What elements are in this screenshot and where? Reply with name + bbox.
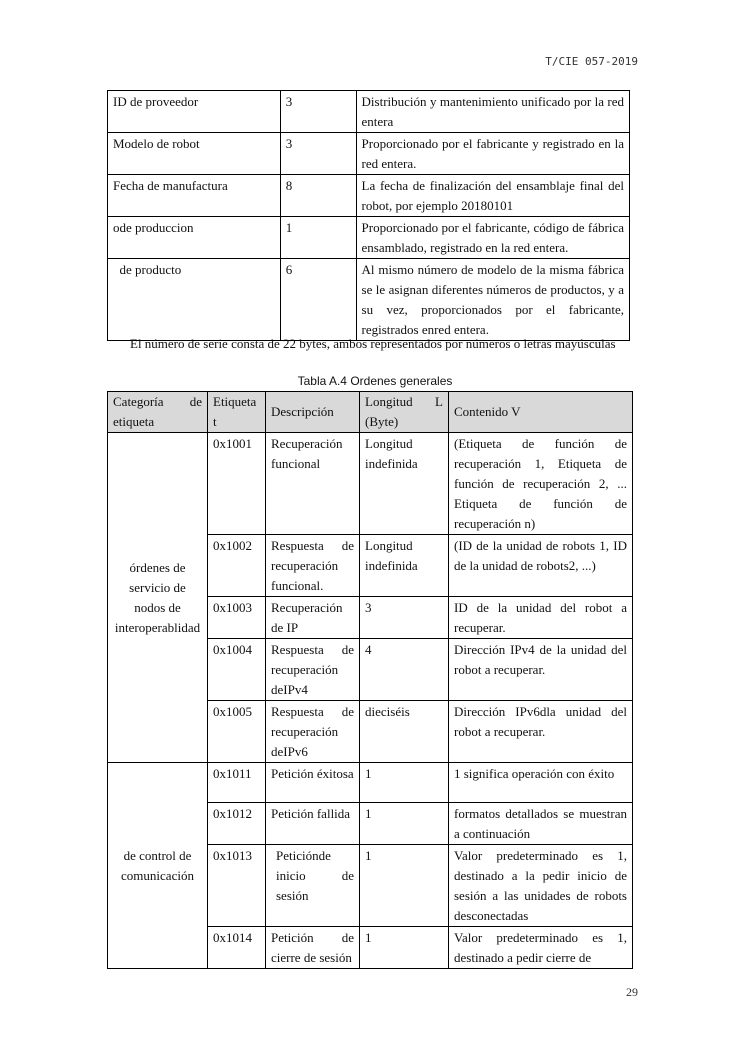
column-header-description: Descripción <box>266 392 360 433</box>
length-cell: Longitud indefinida <box>360 535 449 597</box>
description-cell: Recuperación funcional <box>266 433 360 535</box>
description-cell: Proporcionado por el fabricante, código de fábrica ensamblado, registrado en la red entera. <box>356 217 629 259</box>
content-cell: Dirección IPv4 de la unidad del robot a recuperar. <box>449 639 633 701</box>
length-cell: 3 <box>280 133 356 175</box>
column-header-category: Categoría de etiqueta <box>108 392 208 433</box>
tag-cell: 0x1004 <box>208 639 266 701</box>
column-header-length: Longitud L (Byte) <box>360 392 449 433</box>
description-cell: La fecha de finalización del ensamblaje final del robot, por ejemplo 20180101 <box>356 175 629 217</box>
length-cell: 4 <box>360 639 449 701</box>
column-header-content: Contenido V <box>449 392 633 433</box>
length-cell: 1 <box>360 763 449 803</box>
length-cell: 8 <box>280 175 356 217</box>
table-row <box>108 433 633 535</box>
length-cell: 1 <box>360 927 449 969</box>
serial-number-table <box>107 90 630 341</box>
description-cell: Petición de cierre de sesión <box>266 927 360 969</box>
tag-cell: 0x1001 <box>208 433 266 535</box>
table-row <box>108 217 630 259</box>
content-cell: Dirección IPv6dla unidad del robot a recuperar. <box>449 701 633 763</box>
table-row <box>108 175 630 217</box>
tag-cell: 0x1002 <box>208 535 266 597</box>
length-cell: 6 <box>280 259 356 341</box>
content-cell: (ID de la unidad de robots 1, ID de la unidad de robots2, ...) <box>449 535 633 597</box>
tag-cell: 0x1005 <box>208 701 266 763</box>
general-orders-table <box>107 391 633 969</box>
document-code: T/CIE 057-2019 <box>545 55 638 68</box>
description-cell: Petición éxitosa <box>266 763 360 803</box>
description-cell: Respuesta de recuperación deIPv6 <box>266 701 360 763</box>
page-number: 29 <box>626 985 638 999</box>
length-cell: 1 <box>280 217 356 259</box>
serial-number-note: El número de serie consta de 22 bytes, ambos representados por números o letras mayúsculas <box>130 336 616 351</box>
description-cell: Peticiónde inicio de sesión <box>266 845 360 927</box>
content-cell: (Etiqueta de función de recuperación 1, Etiqueta de función de recuperación 2, ... Etiqueta de función de recuperación n) <box>449 433 633 535</box>
length-cell: 1 <box>360 803 449 845</box>
table-row <box>108 763 633 803</box>
description-cell: Respuesta de recuperación deIPv4 <box>266 639 360 701</box>
description-cell: Respuesta de recuperación funcional. <box>266 535 360 597</box>
content-cell: formatos detallados se muestran a continuación <box>449 803 633 845</box>
description-cell: Proporcionado por el fabricante y registrado en la red entera. <box>356 133 629 175</box>
table-header-row <box>108 392 633 433</box>
table-row <box>108 259 630 341</box>
category-cell: de control de comunicación <box>108 763 208 969</box>
description-cell: Recuperación de IP <box>266 597 360 639</box>
field-name-cell: ID de proveedor <box>108 91 281 133</box>
table-row <box>108 133 630 175</box>
length-cell: 3 <box>280 91 356 133</box>
tag-cell: 0x1013 <box>208 845 266 927</box>
description-cell: Petición fallida <box>266 803 360 845</box>
column-header-tag: Etiqueta t <box>208 392 266 433</box>
length-cell: Longitud indefinida <box>360 433 449 535</box>
field-name-cell: Fecha de manufactura <box>108 175 281 217</box>
tag-cell: 0x1003 <box>208 597 266 639</box>
table-caption: Tabla A.4 Ordenes generales <box>297 374 453 388</box>
table-row <box>108 91 630 133</box>
length-cell: 3 <box>360 597 449 639</box>
content-cell: Valor predeterminado es 1, destinado a pedir cierre de <box>449 927 633 969</box>
content-cell: 1 significa operación con éxito <box>449 763 633 803</box>
content-cell: Valor predeterminado es 1, destinado a la pedir inicio de sesión a las unidades de robots desconectadas <box>449 845 633 927</box>
length-cell: dieciséis <box>360 701 449 763</box>
tag-cell: 0x1012 <box>208 803 266 845</box>
content-cell: ID de la unidad del robot a recuperar. <box>449 597 633 639</box>
description-cell: Distribución y mantenimiento unificado por la red entera <box>356 91 629 133</box>
tag-cell: 0x1014 <box>208 927 266 969</box>
description-cell: Al mismo número de modelo de la misma fábrica se le asignan diferentes números de productos, y a su vez, proporcionados por el fabricante, registrados enred entera. <box>356 259 629 341</box>
tag-cell: 0x1011 <box>208 763 266 803</box>
length-cell: 1 <box>360 845 449 927</box>
category-cell: órdenes de servicio de nodos de interoperablidad <box>108 433 208 763</box>
field-name-cell: de producto <box>108 259 281 341</box>
field-name-cell: ode produccion <box>108 217 281 259</box>
field-name-cell: Modelo de robot <box>108 133 281 175</box>
